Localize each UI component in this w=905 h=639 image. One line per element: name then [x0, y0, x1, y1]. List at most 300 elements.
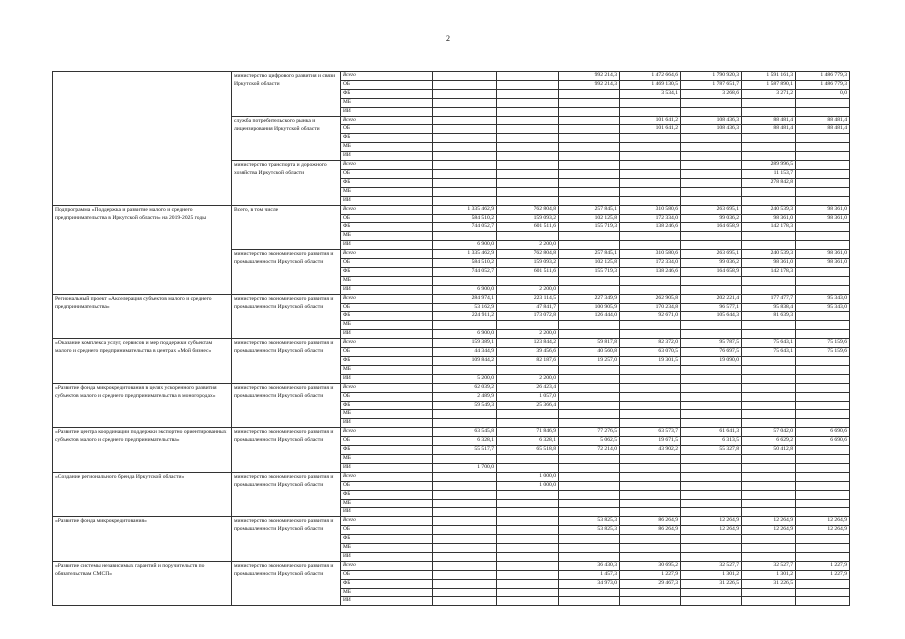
amount-cell [497, 196, 559, 205]
amount-cell: 98 361,0 [796, 250, 850, 259]
amount-cell: 263 695,1 [681, 250, 742, 259]
amount-cell: 173 072,8 [497, 312, 559, 321]
amount-cell [796, 241, 850, 250]
amount-cell: 59 549,3 [433, 401, 497, 410]
amount-cell [681, 232, 742, 241]
funding-source-cell: ОБ [341, 214, 433, 223]
amount-cell [681, 544, 742, 553]
amount-cell: 284 974,1 [433, 294, 497, 303]
program-name-cell: «Развитие системы независимых гарантий и поручительств по обязательствам СМСП» [53, 561, 232, 606]
amount-cell [796, 196, 850, 205]
funding-source-cell: ИИ [341, 508, 433, 517]
amount-cell: 71 846,9 [497, 428, 559, 437]
amount-cell [497, 561, 559, 570]
amount-cell: 101 641,2 [620, 116, 681, 125]
amount-cell [681, 392, 742, 401]
amount-cell [433, 481, 497, 490]
amount-cell [796, 383, 850, 392]
amount-cell [559, 134, 620, 143]
amount-cell: 1 227,9 [796, 570, 850, 579]
amount-cell [742, 134, 796, 143]
amount-cell [742, 285, 796, 294]
amount-cell: 257 845,1 [559, 250, 620, 259]
amount-cell [559, 125, 620, 134]
amount-cell [796, 276, 850, 285]
funding-source-cell: ФБ [341, 89, 433, 98]
amount-cell [433, 178, 497, 187]
amount-cell [742, 454, 796, 463]
amount-cell [497, 178, 559, 187]
amount-cell [559, 552, 620, 561]
amount-cell [497, 579, 559, 588]
amount-cell [681, 321, 742, 330]
amount-cell [559, 143, 620, 152]
amount-cell [620, 552, 681, 561]
table-row [53, 339, 850, 348]
amount-cell [497, 517, 559, 526]
amount-cell [497, 508, 559, 517]
funding-source-cell: ФБ [341, 401, 433, 410]
amount-cell [796, 544, 850, 553]
amount-cell: 257 845,1 [559, 205, 620, 214]
amount-cell [559, 481, 620, 490]
program-name-cell [53, 72, 232, 206]
amount-cell [497, 588, 559, 597]
amount-cell [620, 419, 681, 428]
amount-cell [796, 98, 850, 107]
amount-cell: 61 641,3 [681, 428, 742, 437]
amount-cell [620, 232, 681, 241]
amount-cell [497, 161, 559, 170]
amount-cell: 6 900,0 [433, 285, 497, 294]
amount-cell [433, 72, 497, 81]
funding-source-cell: ФБ [341, 223, 433, 232]
amount-cell: 75 159,6 [796, 348, 850, 357]
amount-cell: 1 700,0 [433, 463, 497, 472]
amount-cell [559, 232, 620, 241]
amount-cell [742, 490, 796, 499]
responsible-executor-cell: министерство транспорта и дорожного хозяйства Иркутской области [232, 161, 341, 206]
amount-cell [742, 383, 796, 392]
amount-cell [620, 472, 681, 481]
funding-source-cell: ИИ [341, 552, 433, 561]
amount-cell [796, 446, 850, 455]
amount-cell [681, 276, 742, 285]
program-name-cell: «Развитие фонда микрокредитования» [53, 517, 232, 562]
funding-source-cell: ФБ [341, 490, 433, 499]
amount-cell: 159 093,2 [497, 259, 559, 268]
amount-cell [681, 374, 742, 383]
amount-cell [742, 276, 796, 285]
funding-source-cell: ИИ [341, 107, 433, 116]
amount-cell [681, 499, 742, 508]
funding-source-cell: Всего [341, 250, 433, 259]
amount-cell: 6 900,0 [433, 330, 497, 339]
amount-cell: 63 070,5 [620, 348, 681, 357]
amount-cell [559, 490, 620, 499]
amount-cell [559, 196, 620, 205]
amount-cell [742, 241, 796, 250]
amount-cell: 19 257,0 [559, 357, 620, 366]
amount-cell: 31 226,5 [681, 579, 742, 588]
amount-cell [796, 401, 850, 410]
amount-cell: 1 486 779,3 [796, 80, 850, 89]
amount-cell: 164 658,9 [681, 223, 742, 232]
amount-cell [796, 330, 850, 339]
amount-cell [796, 321, 850, 330]
amount-cell [681, 481, 742, 490]
amount-cell [559, 169, 620, 178]
amount-cell: 1 227,9 [620, 570, 681, 579]
amount-cell: 310 580,6 [620, 250, 681, 259]
amount-cell [796, 169, 850, 178]
amount-cell: 1 587 890,1 [742, 80, 796, 89]
amount-cell [796, 161, 850, 170]
amount-cell [742, 535, 796, 544]
amount-cell: 12 264,9 [742, 517, 796, 526]
amount-cell [796, 365, 850, 374]
amount-cell: 44 344,9 [433, 348, 497, 357]
amount-cell: 86 264,9 [620, 517, 681, 526]
amount-cell: 98 361,0 [796, 259, 850, 268]
amount-cell: 263 695,1 [681, 205, 742, 214]
amount-cell: 55 517,7 [433, 446, 497, 455]
funding-source-cell: МБ [341, 499, 433, 508]
amount-cell: 43 902,2 [620, 446, 681, 455]
amount-cell [433, 107, 497, 116]
amount-cell [497, 276, 559, 285]
amount-cell: 82 187,6 [497, 357, 559, 366]
amount-cell [497, 169, 559, 178]
amount-cell: 88 481,4 [796, 125, 850, 134]
amount-cell [796, 392, 850, 401]
amount-cell [559, 98, 620, 107]
amount-cell [620, 178, 681, 187]
amount-cell [433, 143, 497, 152]
amount-cell: 177 477,7 [742, 294, 796, 303]
amount-cell: 57 042,0 [742, 428, 796, 437]
amount-cell [433, 89, 497, 98]
amount-cell [497, 125, 559, 134]
amount-cell: 6 690,6 [796, 428, 850, 437]
amount-cell: 77 276,5 [559, 428, 620, 437]
responsible-executor-cell: министерство экономического развития и промышленности Иркутской области [232, 517, 341, 562]
amount-cell [559, 499, 620, 508]
amount-cell [681, 134, 742, 143]
funding-source-cell: МБ [341, 454, 433, 463]
amount-cell [742, 499, 796, 508]
amount-cell [620, 98, 681, 107]
funding-source-cell: ОБ [341, 526, 433, 535]
amount-cell [497, 187, 559, 196]
amount-cell [497, 321, 559, 330]
amount-cell [620, 169, 681, 178]
amount-cell: 12 264,9 [742, 526, 796, 535]
table-row [53, 472, 850, 481]
amount-cell [433, 588, 497, 597]
responsible-executor-cell: министерство экономического развития и промышленности Иркутской области [232, 383, 341, 428]
funding-source-cell: Всего [341, 428, 433, 437]
amount-cell: 5 200,0 [433, 374, 497, 383]
amount-cell [559, 276, 620, 285]
amount-cell [742, 143, 796, 152]
funding-source-cell: Всего [341, 72, 433, 81]
amount-cell: 744 052,7 [433, 223, 497, 232]
funding-source-cell: ОБ [341, 570, 433, 579]
amount-cell: 88 481,4 [796, 116, 850, 125]
funding-source-cell: ФБ [341, 312, 433, 321]
amount-cell [742, 365, 796, 374]
amount-cell [559, 365, 620, 374]
amount-cell: 65 518,8 [497, 446, 559, 455]
amount-cell: 6 900,0 [433, 241, 497, 250]
amount-cell [559, 241, 620, 250]
amount-cell [742, 410, 796, 419]
funding-source-cell: ИИ [341, 419, 433, 428]
funding-source-cell: МБ [341, 588, 433, 597]
amount-cell [559, 116, 620, 125]
amount-cell [559, 454, 620, 463]
amount-cell: 744 052,7 [433, 267, 497, 276]
funding-source-cell: ОБ [341, 392, 433, 401]
funding-source-cell: ИИ [341, 374, 433, 383]
amount-cell [796, 419, 850, 428]
amount-cell [681, 552, 742, 561]
budget-table-body [53, 72, 850, 606]
amount-cell: 224 911,2 [433, 312, 497, 321]
amount-cell [796, 472, 850, 481]
amount-cell [681, 285, 742, 294]
responsible-executor-cell: служба потребительского рынка и лицензирования Иркутской области [232, 116, 341, 161]
amount-cell [742, 472, 796, 481]
amount-cell [742, 357, 796, 366]
amount-cell [620, 134, 681, 143]
program-name-cell: «Развитие центра координации поддержки экспортно ориентированных субъектов малого и среднего предпринимательства» [53, 428, 232, 473]
table-row [53, 561, 850, 570]
amount-cell: 98 361,0 [796, 205, 850, 214]
amount-cell [620, 597, 681, 606]
amount-cell [433, 116, 497, 125]
funding-source-cell: МБ [341, 321, 433, 330]
amount-cell [742, 330, 796, 339]
amount-cell: 2 200,0 [497, 374, 559, 383]
amount-cell [433, 535, 497, 544]
amount-cell: 584 510,2 [433, 214, 497, 223]
amount-cell: 53 825,3 [559, 517, 620, 526]
amount-cell [742, 588, 796, 597]
amount-cell [497, 535, 559, 544]
amount-cell: 240 539,3 [742, 205, 796, 214]
amount-cell: 95 787,5 [681, 339, 742, 348]
amount-cell [742, 107, 796, 116]
amount-cell [433, 508, 497, 517]
table-row [53, 72, 850, 81]
amount-cell: 172 334,0 [620, 214, 681, 223]
amount-cell: 98 361,0 [742, 259, 796, 268]
amount-cell: 82 372,0 [620, 339, 681, 348]
amount-cell [796, 312, 850, 321]
amount-cell: 1 787 651,7 [681, 80, 742, 89]
amount-cell [497, 365, 559, 374]
amount-cell: 19 090,0 [681, 357, 742, 366]
amount-cell: 6 629,2 [742, 437, 796, 446]
amount-cell: 6 328,1 [433, 437, 497, 446]
amount-cell [559, 152, 620, 161]
amount-cell: 32 527,7 [681, 561, 742, 570]
amount-cell: 63 573,7 [620, 428, 681, 437]
funding-source-cell: ФБ [341, 535, 433, 544]
amount-cell: 170 234,8 [620, 303, 681, 312]
amount-cell [620, 481, 681, 490]
amount-cell [497, 490, 559, 499]
amount-cell [497, 597, 559, 606]
amount-cell [681, 463, 742, 472]
amount-cell [681, 535, 742, 544]
amount-cell [497, 232, 559, 241]
amount-cell [681, 365, 742, 374]
funding-source-cell: ОБ [341, 348, 433, 357]
amount-cell: 39 456,6 [497, 348, 559, 357]
amount-cell [796, 410, 850, 419]
amount-cell: 2 200,0 [497, 330, 559, 339]
responsible-executor-cell: министерство экономического развития и промышленности Иркутской области [232, 339, 341, 384]
amount-cell: 19 301,5 [620, 357, 681, 366]
funding-source-cell: МБ [341, 544, 433, 553]
amount-cell [681, 107, 742, 116]
program-name-cell: «Создание регионального бренда Иркутской области» [53, 472, 232, 517]
funding-source-cell: ИИ [341, 597, 433, 606]
amount-cell [433, 526, 497, 535]
amount-cell: 6 690,6 [796, 437, 850, 446]
amount-cell [681, 401, 742, 410]
amount-cell: 289 996,5 [742, 161, 796, 170]
amount-cell [433, 597, 497, 606]
amount-cell [433, 544, 497, 553]
amount-cell [796, 535, 850, 544]
amount-cell [620, 152, 681, 161]
page-number: 2 [446, 34, 450, 43]
amount-cell [433, 419, 497, 428]
amount-cell: 75 643,1 [742, 348, 796, 357]
funding-source-cell: ИИ [341, 285, 433, 294]
amount-cell [433, 169, 497, 178]
amount-cell: 126 444,0 [559, 312, 620, 321]
amount-cell [742, 544, 796, 553]
amount-cell: 1 301,2 [742, 570, 796, 579]
amount-cell [433, 410, 497, 419]
amount-cell: 47 841,7 [497, 303, 559, 312]
amount-cell: 98 361,0 [796, 214, 850, 223]
amount-cell: 76 697,5 [681, 348, 742, 357]
amount-cell [433, 187, 497, 196]
amount-cell: 108 436,3 [681, 116, 742, 125]
amount-cell: 86 264,9 [620, 526, 681, 535]
amount-cell [620, 365, 681, 374]
program-name-cell: Региональный проект «Акселерация субъектов малого и среднего предпринимательства» [53, 294, 232, 339]
amount-cell: 0,0 [796, 89, 850, 98]
amount-cell [559, 161, 620, 170]
amount-cell [497, 89, 559, 98]
amount-cell [559, 321, 620, 330]
amount-cell: 1 790 920,3 [681, 72, 742, 81]
responsible-executor-cell: министерство экономического развития и промышленности Иркутской области [232, 428, 341, 473]
amount-cell: 98 361,0 [742, 214, 796, 223]
amount-cell [620, 321, 681, 330]
amount-cell: 1 457,3 [559, 570, 620, 579]
amount-cell [620, 285, 681, 294]
amount-cell: 92 671,0 [620, 312, 681, 321]
funding-source-cell: Всего [341, 472, 433, 481]
amount-cell [559, 472, 620, 481]
amount-cell [433, 152, 497, 161]
funding-source-cell: ИИ [341, 330, 433, 339]
funding-source-cell: ОБ [341, 259, 433, 268]
table-row [53, 428, 850, 437]
amount-cell [681, 410, 742, 419]
funding-source-cell: ФБ [341, 446, 433, 455]
amount-cell [620, 374, 681, 383]
amount-cell [796, 107, 850, 116]
funding-source-cell: Всего [341, 205, 433, 214]
amount-cell [620, 196, 681, 205]
amount-cell: 36 430,3 [559, 561, 620, 570]
amount-cell [497, 544, 559, 553]
amount-cell [681, 178, 742, 187]
amount-cell: 1 486 779,3 [796, 72, 850, 81]
amount-cell: 88 481,4 [742, 125, 796, 134]
amount-cell [620, 383, 681, 392]
amount-cell: 240 539,3 [742, 250, 796, 259]
amount-cell [497, 72, 559, 81]
amount-cell: 40 560,8 [559, 348, 620, 357]
program-name-cell: «Оказание комплекса услуг, сервисов и мер поддержки субъектам малого и среднего предпринимательства в центрах «Мой бизнес» [53, 339, 232, 384]
amount-cell [620, 535, 681, 544]
funding-source-cell: МБ [341, 276, 433, 285]
amount-cell: 1 000,0 [497, 481, 559, 490]
amount-cell [620, 463, 681, 472]
amount-cell: 50 412,8 [742, 446, 796, 455]
amount-cell: 96 577,1 [681, 303, 742, 312]
amount-cell [433, 134, 497, 143]
amount-cell [497, 152, 559, 161]
amount-cell: 2 489,9 [433, 392, 497, 401]
program-name-cell: Подпрограмма «Поддержка и развитие малого и среднего предпринимательства в Иркутской области» на 2019-2025 годы [53, 205, 232, 294]
amount-cell [620, 187, 681, 196]
amount-cell [620, 330, 681, 339]
amount-cell: 75 159,6 [796, 339, 850, 348]
funding-source-cell: Всего [341, 339, 433, 348]
amount-cell: 63 545,8 [433, 428, 497, 437]
amount-cell [796, 463, 850, 472]
funding-source-cell: Всего [341, 561, 433, 570]
responsible-executor-cell: министерство экономического развития и промышленности Иркутской области [232, 294, 341, 339]
amount-cell [559, 187, 620, 196]
amount-cell: 34 973,0 [559, 579, 620, 588]
amount-cell [796, 143, 850, 152]
amount-cell: 19 671,5 [620, 437, 681, 446]
funding-source-cell: ФБ [341, 178, 433, 187]
amount-cell [620, 454, 681, 463]
amount-cell: 138 246,6 [620, 267, 681, 276]
funding-source-cell: МБ [341, 232, 433, 241]
funding-source-cell: Всего [341, 383, 433, 392]
amount-cell [559, 107, 620, 116]
amount-cell [796, 374, 850, 383]
amount-cell [681, 588, 742, 597]
funding-source-cell: ОБ [341, 481, 433, 490]
amount-cell [433, 579, 497, 588]
funding-source-cell: ОБ [341, 169, 433, 178]
